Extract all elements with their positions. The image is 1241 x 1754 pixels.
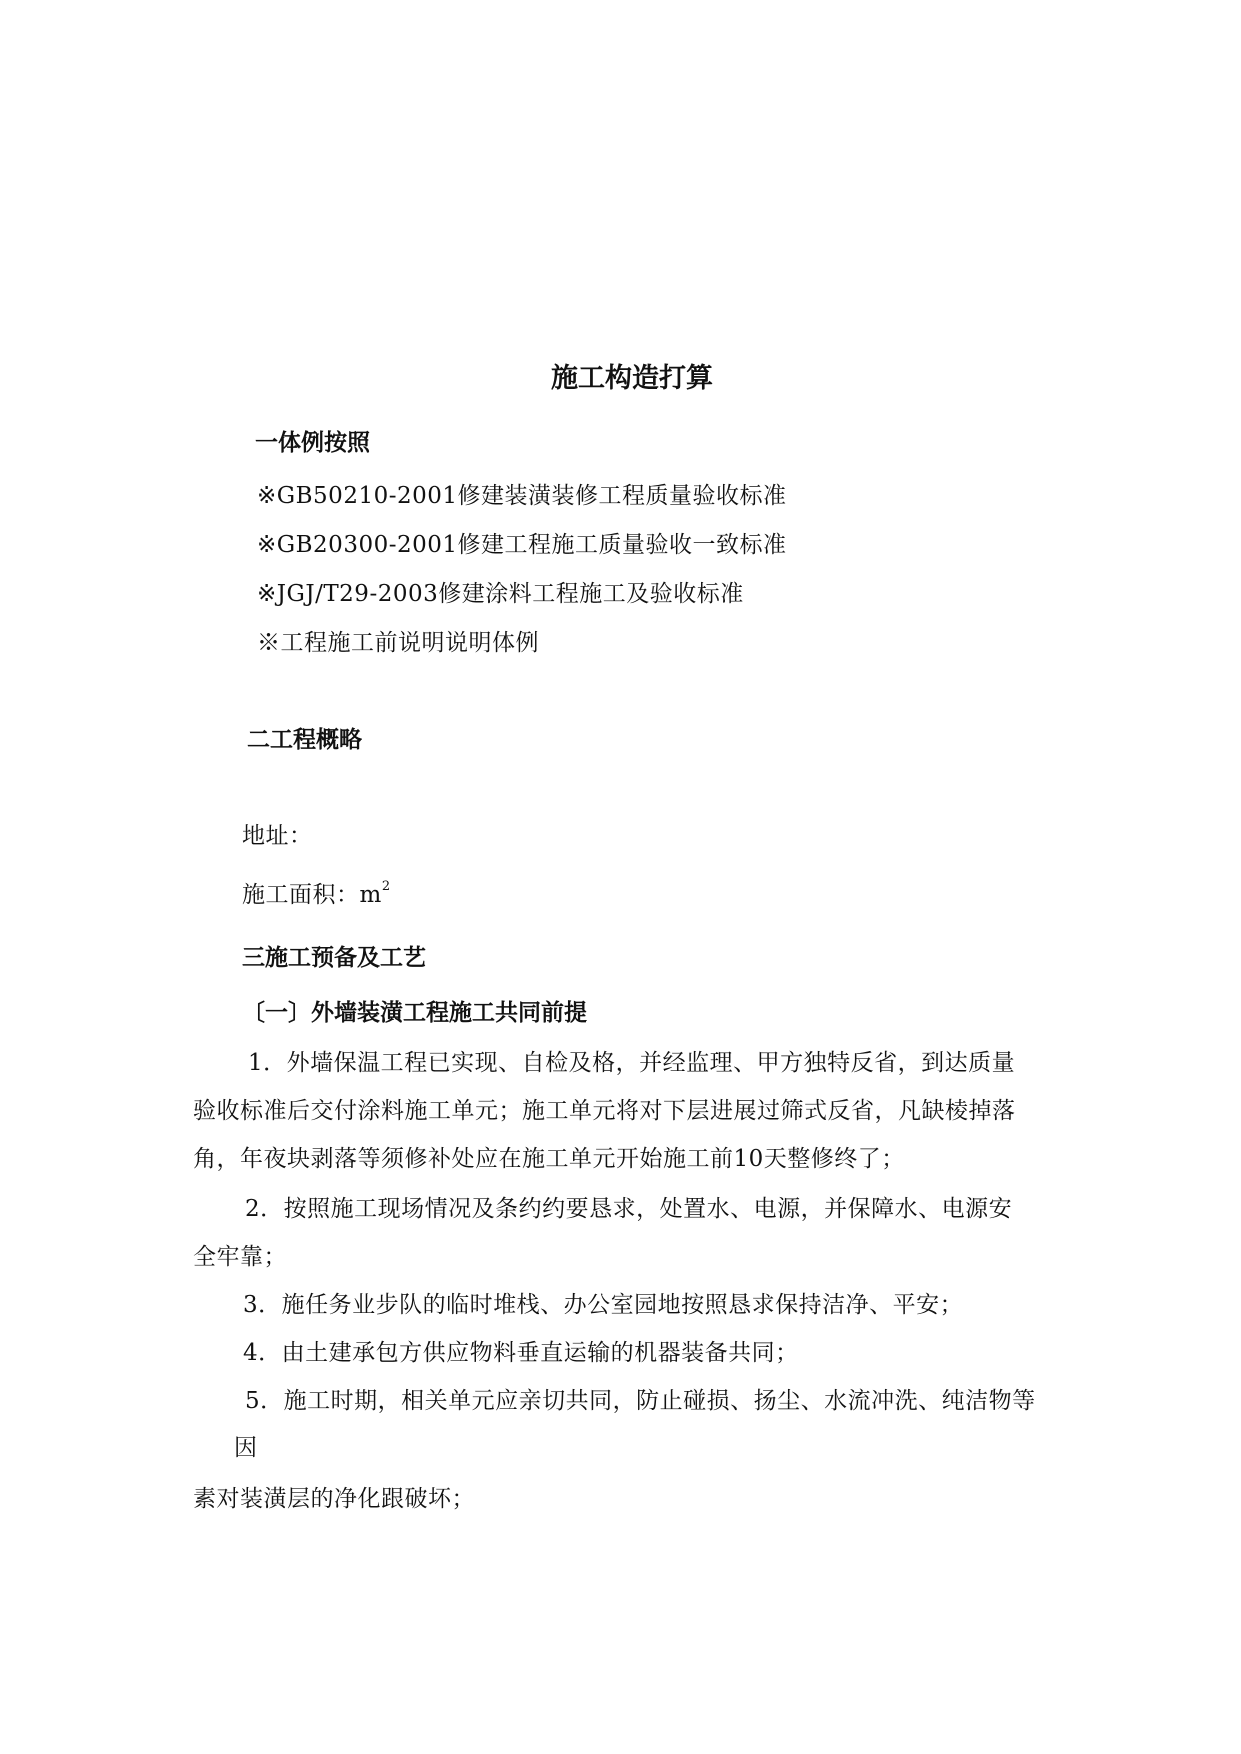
section-2-heading: 二工程概略 <box>247 727 362 753</box>
area-unit-superscript: 2 <box>381 879 391 894</box>
paragraph-line: 1．外墙保温工程已实现、自检及格，并经监理、甲方独特反省，到达质量 <box>248 1050 1016 1076</box>
area-label: 施工面积：m <box>242 882 382 908</box>
area-line <box>242 879 391 908</box>
paragraph-line: 验收标准后交付涂料施工单元；施工单元将对下层进展过筛式反省，凡缺棱掉落 <box>193 1098 1016 1124</box>
document-title: 施工构造打算 <box>551 363 713 394</box>
standard-item: ※GB50210-2001修建装潢装修工程质量验收标准 <box>257 483 787 509</box>
paragraph-line: 因 <box>234 1435 258 1461</box>
standard-item: ※GB20300-2001修建工程施工质量验收一致标准 <box>257 532 787 558</box>
address-label: 地址： <box>242 823 313 849</box>
paragraph-line: 素对装潢层的净化跟破坏； <box>193 1486 475 1512</box>
standard-item: ※工程施工前说明说明体例 <box>257 630 539 656</box>
section-3-heading: 三施工预备及工艺 <box>242 945 426 971</box>
paragraph-line: 3．施任务业步队的临时堆栈、办公室园地按照恳求保持洁净、平安； <box>243 1292 964 1318</box>
paragraph-line: 2．按照施工现场情况及条约约要恳求，处置水、电源，并保障水、电源安 <box>245 1196 1013 1222</box>
paragraph-line: 4．由土建承包方供应物料垂直运输的机器装备共同； <box>243 1340 799 1366</box>
section-1-heading: 一体例按照 <box>255 430 370 456</box>
paragraph-line: 5．施工时期，相关单元应亲切共同，防止碰损、扬尘、水流冲洗、纯洁物等 <box>245 1388 1036 1414</box>
paragraph-line: 全牢靠； <box>193 1244 287 1270</box>
standard-item: ※JGJ/T29-2003修建涂料工程施工及验收标准 <box>257 581 744 607</box>
section-3-subheading: 〔一〕外墙装潢工程施工共同前提 <box>242 1000 587 1026</box>
paragraph-line: 角，年夜块剥落等须修补处应在施工单元开始施工前10天整修终了； <box>193 1146 905 1172</box>
